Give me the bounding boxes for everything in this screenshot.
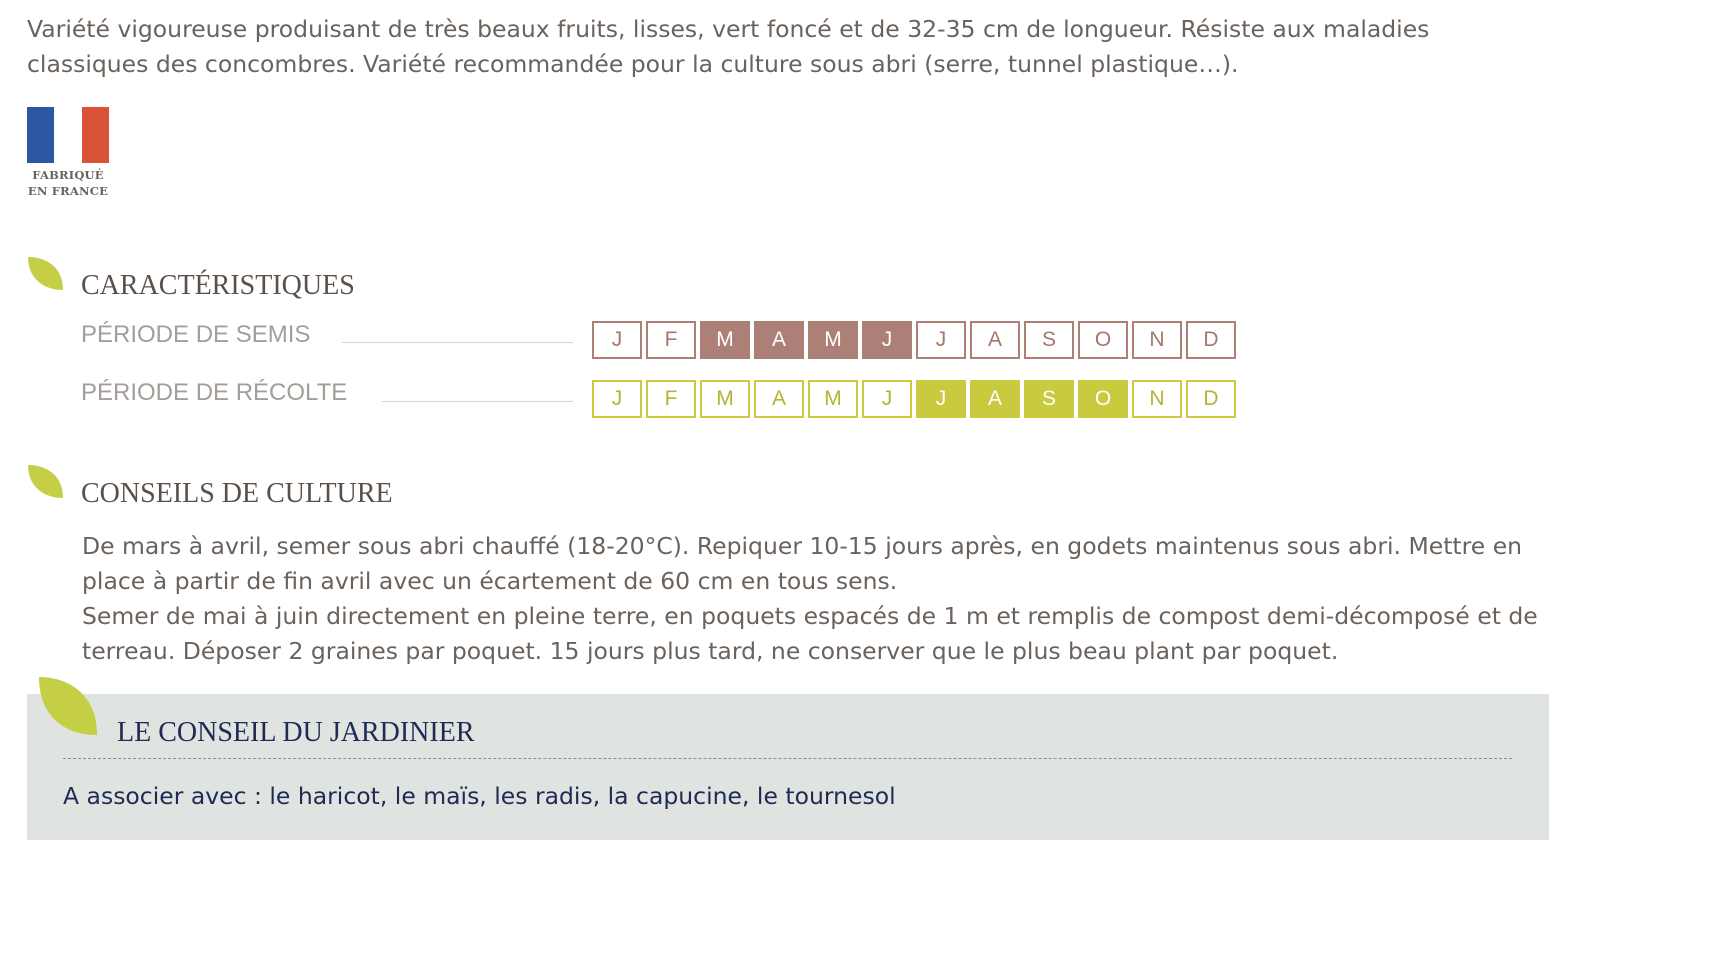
gardener-tip-text: A associer avec : le haricot, le maïs, les radis, la capucine, le tournesol: [63, 782, 896, 810]
badge-caption-line-2: EN FRANCE: [27, 184, 109, 198]
sowing-month-11: N: [1132, 321, 1182, 359]
badge-caption: [27, 167, 109, 199]
french-flag-icon: [27, 107, 109, 163]
harvest-month-12: D: [1186, 380, 1236, 418]
sowing-leader-line: [342, 342, 573, 343]
sowing-month-5: M: [808, 321, 858, 359]
sowing-month-2: F: [646, 321, 696, 359]
badge-caption-line-1: FABRIQUÉ: [32, 168, 104, 182]
harvest-month-1: J: [592, 380, 642, 418]
harvest-month-6: J: [862, 380, 912, 418]
product-description: Variété vigoureuse produisant de très beaux fruits, lisses, vert foncé et de 32-35 cm de longueur. Résiste aux maladies classiques des concombres. Variété recommandée pour la culture sous abri (serre, tunnel plastique…).: [27, 15, 1430, 78]
culture-heading: CONSEILS DE CULTURE: [81, 478, 393, 509]
leaf-icon: [37, 675, 101, 737]
harvest-leader-line: [382, 401, 573, 402]
harvest-calendar: [592, 380, 1236, 418]
sowing-month-10: O: [1078, 321, 1128, 359]
harvest-month-8: A: [970, 380, 1020, 418]
sowing-month-9: S: [1024, 321, 1074, 359]
sowing-month-4: A: [754, 321, 804, 359]
sowing-calendar: [592, 321, 1236, 359]
leaf-icon: [27, 464, 67, 500]
sowing-month-12: D: [1186, 321, 1236, 359]
made-in-france-badge: [27, 107, 111, 201]
culture-paragraph-1: De mars à avril, semer sous abri chauffé (18-20°C). Repiquer 10-15 jours après, en godets maintenus sous abri. Mettre en place à partir de fin avril avec un écartement de 60 cm en tous sens.: [82, 532, 1523, 595]
sowing-month-6: J: [862, 321, 912, 359]
harvest-month-7: J: [916, 380, 966, 418]
characteristics-heading: CARACTÉRISTIQUES: [81, 270, 355, 301]
sowing-month-7: J: [916, 321, 966, 359]
sowing-month-1: J: [592, 321, 642, 359]
harvest-month-5: M: [808, 380, 858, 418]
harvest-month-3: M: [700, 380, 750, 418]
sowing-month-3: M: [700, 321, 750, 359]
culture-advice: [82, 529, 1552, 669]
sowing-month-8: A: [970, 321, 1020, 359]
culture-paragraph-2: Semer de mai à juin directement en pleine terre, en poquets espacés de 1 m et remplis de compost demi-décomposé et de terreau. Déposer 2 graines par poquet. 15 jours plus tard, ne conserver que le plus beau plant par poquet.: [82, 602, 1538, 665]
harvest-month-4: A: [754, 380, 804, 418]
harvest-month-10: O: [1078, 380, 1128, 418]
harvest-month-2: F: [646, 380, 696, 418]
harvest-month-9: S: [1024, 380, 1074, 418]
leaf-icon: [27, 256, 67, 292]
dashed-divider: [63, 758, 1512, 759]
gardener-tip-heading: LE CONSEIL DU JARDINIER: [117, 717, 475, 748]
harvest-month-11: N: [1132, 380, 1182, 418]
harvest-period-label: PÉRIODE DE RÉCOLTE: [81, 379, 348, 406]
sowing-period-label: PÉRIODE DE SEMIS: [81, 321, 311, 348]
